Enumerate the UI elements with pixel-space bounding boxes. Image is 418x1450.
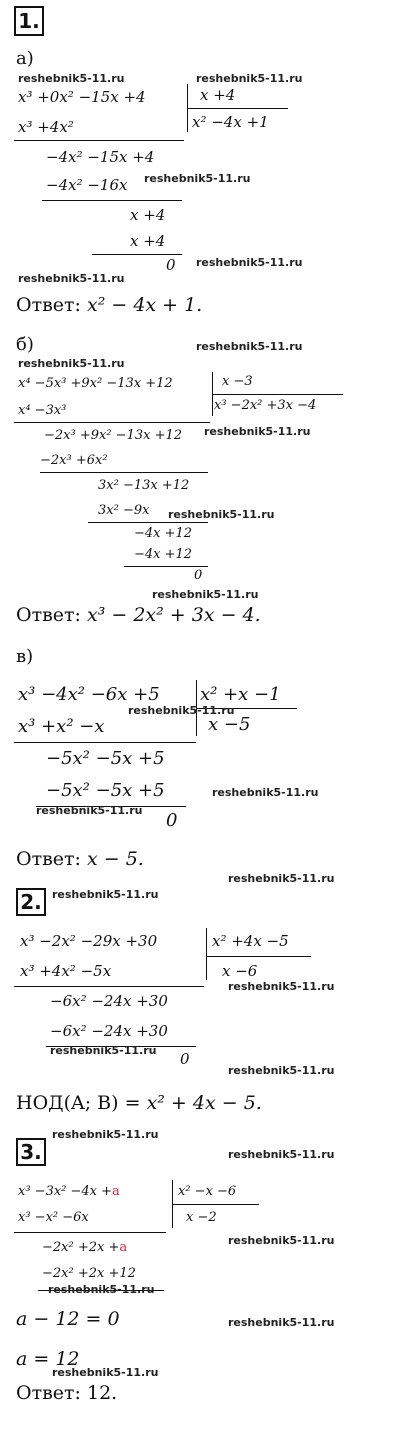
b-sub1: x⁴ −3x³ [18,403,67,418]
watermark: reshebnik5-11.ru [52,1128,159,1141]
b-sub3: 3x² −9x [98,503,150,518]
two-line1 [14,986,204,987]
two-divisor-line [207,956,311,957]
answer-value: 12. [87,1382,118,1404]
three-rem1-expr: −2x² +2x + [42,1240,120,1255]
watermark: reshebnik5-11.ru [152,588,259,601]
a-line3 [92,254,182,255]
b-answer [16,604,261,626]
part-a-label: а) [16,48,34,69]
three-divisor: x² −x −6 [178,1184,237,1199]
b-line1 [14,422,210,423]
watermark: reshebnik5-11.ru [52,1366,159,1379]
watermark: reshebnik5-11.ru [204,425,311,438]
a-rem1: −4x² −15x +4 [46,148,155,166]
answer-value: x − 5. [87,848,144,870]
v-quotient: x −5 [208,714,251,735]
b-quotient: x³ −2x² +3x −4 [214,398,317,413]
three-dividend [18,1184,120,1199]
two-divider-vertical [206,928,207,980]
v-rem1: −5x² −5x +5 [46,748,165,769]
answer-label: Ответ: [16,848,81,870]
result-label: НОД(A; B) = [16,1092,141,1114]
v-sub1: x³ +x² −x [18,716,105,737]
answer-value: x² − 4x + 1. [87,294,203,316]
three-answer [16,1382,117,1404]
param-a: a [119,1240,128,1255]
part-b-label: б) [16,334,34,355]
two-sub2: −6x² −24x +30 [50,1022,168,1040]
b-sub4: −4x +12 [134,547,193,562]
a-sub3: x +4 [130,232,166,250]
problem-number-1: 1. [14,6,44,36]
a-dividend: x³ +0x² −15x +4 [18,88,146,106]
watermark: reshebnik5-11.ru [228,1316,335,1329]
answer-label: Ответ: [16,294,81,316]
watermark: reshebnik5-11.ru [36,804,143,817]
b-divisor: x −3 [222,374,253,389]
result-value: x² + 4x − 5. [146,1092,262,1114]
v-answer [16,848,144,870]
watermark: reshebnik5-11.ru [196,340,303,353]
three-sub1: x³ −x² −6x [18,1210,89,1225]
a-line1 [14,140,184,141]
b-rem4: 0 [194,568,203,583]
v-rem2: 0 [166,810,178,831]
a-sub1: x³ +4x² [18,118,74,136]
watermark: reshebnik5-11.ru [228,1064,335,1077]
b-line2 [40,472,208,473]
part-v-label: в) [16,646,34,667]
three-eq1: a − 12 = 0 [16,1308,120,1330]
two-rem1: −6x² −24x +30 [50,992,168,1010]
watermark: reshebnik5-11.ru [196,256,303,269]
watermark: reshebnik5-11.ru [50,1044,157,1057]
a-line2 [42,200,182,201]
a-answer [16,294,202,316]
param-a: a [112,1184,120,1199]
three-rem1 [42,1240,127,1255]
three-line1 [14,1232,166,1233]
b-divisor-line [213,394,343,395]
watermark: reshebnik5-11.ru [144,172,251,185]
watermark: reshebnik5-11.ru [212,786,319,799]
a-rem3: 0 [166,256,176,274]
problem-number-3: 3. [16,1138,46,1166]
watermark: reshebnik5-11.ru [228,1148,335,1161]
a-sub2: −4x² −16x [46,176,128,194]
three-dividend-expr: x³ −3x² −4x + [18,1184,113,1199]
watermark: reshebnik5-11.ru [48,1283,155,1296]
watermark: reshebnik5-11.ru [52,888,159,901]
two-rem2: 0 [180,1050,190,1068]
watermark: reshebnik5-11.ru [228,1234,335,1247]
two-result [16,1092,262,1114]
v-sub2: −5x² −5x +5 [46,780,165,801]
a-divisor: x +4 [200,86,236,104]
b-rem3: −4x +12 [134,526,193,541]
two-divisor: x² +4x −5 [212,932,289,950]
watermark: reshebnik5-11.ru [228,872,335,885]
answer-value: x³ − 2x² + 3x − 4. [87,604,261,626]
a-quotient: x² −4x +1 [192,113,269,131]
three-quotient: x −2 [186,1210,217,1225]
b-sub2: −2x³ +6x² [40,453,108,468]
watermark: reshebnik5-11.ru [228,980,335,993]
watermark: reshebnik5-11.ru [18,357,125,370]
b-line3 [88,522,208,523]
answer-label: Ответ: [16,604,81,626]
v-line1 [14,742,196,743]
three-eq2: a = 12 [16,1348,80,1370]
two-dividend: x³ −2x² −29x +30 [20,932,158,950]
b-dividend: x⁴ −5x³ +9x² −13x +12 [18,376,173,391]
three-divisor-line [173,1204,259,1205]
b-line4 [124,566,208,567]
v-divisor: x² +x −1 [200,684,281,705]
a-rem2: x +4 [130,206,166,224]
b-rem1: −2x³ +9x² −13x +12 [44,428,183,443]
a-divisor-line [188,108,288,109]
watermark: reshebnik5-11.ru [128,704,235,717]
v-dividend: x³ −4x² −6x +5 [18,684,160,705]
problem-number-2: 2. [16,888,46,916]
two-quotient: x −6 [222,962,258,980]
watermark: reshebnik5-11.ru [18,272,125,285]
watermark: reshebnik5-11.ru [18,72,125,85]
watermark: reshebnik5-11.ru [168,508,275,521]
answer-label: Ответ: [16,1382,81,1404]
watermark: reshebnik5-11.ru [196,72,303,85]
three-sub2: −2x² +2x +12 [42,1266,136,1281]
b-rem2: 3x² −13x +12 [98,478,190,493]
two-sub1: x³ +4x² −5x [20,962,112,980]
